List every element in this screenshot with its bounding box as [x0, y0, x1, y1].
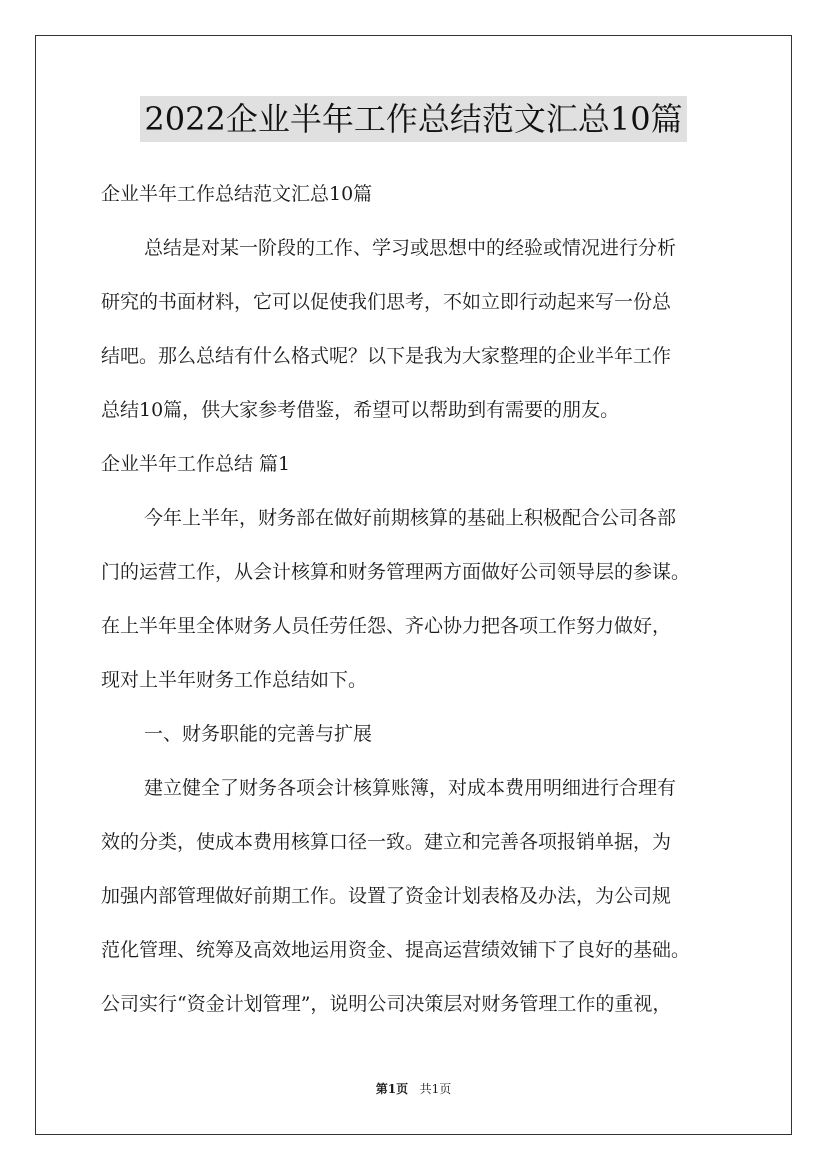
paragraph-line: 效的分类，使成本费用核算口径一致。建立和完善各项报销单据，为	[101, 831, 672, 853]
paragraph-line: 范化管理、统筹及高效地运用资金、提高运营绩效铺下了良好的基础。	[101, 939, 691, 961]
paragraph-line: 门的运营工作，从会计核算和财务管理两方面做好公司领导层的参谋。	[101, 561, 691, 583]
paragraph-line: 总结是对某一阶段的工作、学习或思想中的经验或情况进行分析	[144, 237, 677, 259]
paragraph-line: 在上半年里全体财务人员任劳任怨、齐心协力把各项工作努力做好，	[101, 615, 672, 637]
paragraph-line: 总结10篇，供大家参考借鉴，希望可以帮助到有需要的朋友。	[101, 399, 620, 421]
paragraph-line: 今年上半年，财务部在做好前期核算的基础上积极配合公司各部	[144, 507, 677, 529]
paragraph-line: 研究的书面材料，它可以促使我们思考，不如立即行动起来写一份总	[101, 291, 672, 313]
subsection-heading: 一、财务职能的完善与扩展	[144, 723, 373, 745]
paragraph-line: 公司实行“资金计划管理”，说明公司决策层对财务管理工作的重视，	[101, 993, 672, 1015]
total-pages: 共1页	[419, 1082, 452, 1096]
page-number: 第1页	[375, 1082, 409, 1096]
subtitle-line: 企业半年工作总结范文汇总10篇	[101, 183, 373, 205]
paragraph-line: 现对上半年财务工作总结如下。	[101, 669, 368, 691]
paragraph-line: 建立健全了财务各项会计核算账簿，对成本费用明细进行合理有	[144, 777, 677, 799]
paragraph-line: 结吧。那么总结有什么格式呢？以下是我为大家整理的企业半年工作	[101, 345, 672, 367]
title-container	[0, 96, 827, 142]
paragraph-line: 加强内部管理做好前期工作。设置了资金计划表格及办法，为公司规	[101, 885, 672, 907]
document-title: 2022企业半年工作总结范文汇总10篇	[140, 96, 686, 142]
section-heading: 企业半年工作总结 篇1	[101, 453, 291, 475]
page-footer	[0, 1081, 827, 1097]
